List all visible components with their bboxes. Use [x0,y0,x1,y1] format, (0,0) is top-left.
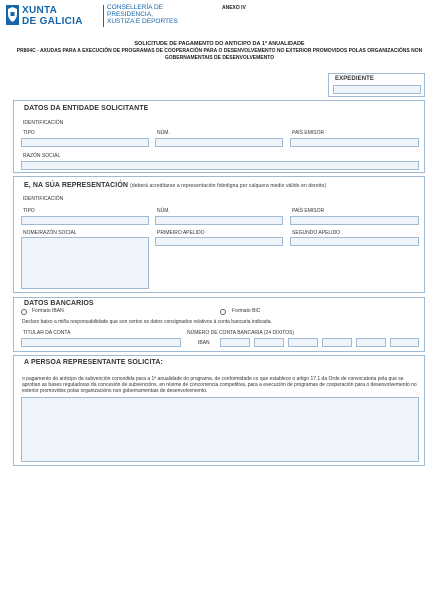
title-line-3: GOBERNAMENTAIS DE DESENVOLVEMENTO [164,55,275,61]
iban-radio[interactable] [21,309,27,315]
representacion-note: (deberá acreditarse a representación fidedigna por calquera medio válido en dereito) [130,183,327,189]
entidade-num-field[interactable] [155,138,283,147]
entidade-tipo-label: TIPO [23,130,35,136]
representacion-pais-label: PAÍS EMISOR [292,208,325,214]
representacion-num-field[interactable] [155,216,283,225]
iban-block-4[interactable] [356,338,386,347]
xunta-logo [6,4,101,28]
titular-label: TITULAR DA CONTA [23,330,71,336]
representacion-nome-label: NOME/RAZÓN SOCIAL [23,230,77,236]
solicita-text: o pagamento do anticipo da subvención concedida para a 1ª anualidade do programa, de conformidade co que establece o artigo 17.1 da Orde de convocatoria pola que se aproban as bases reguladoras da concesión de subvencións, en réxime de concorrencia competitiva, para a execución de programas de cooperación para o desenvolvemento no exterior promovidos polas organizacións non gobernamentais de desenvolvemento. [22,376,417,394]
representacion-apelido1-field[interactable] [155,237,283,246]
entidade-section [13,100,425,173]
representacion-tipo-field[interactable] [21,216,149,225]
form-title [0,41,439,62]
title-line-2: PR804C - AXUDAS PARA A EXECUCIÓN DE PROGRAMAS DE COOPERACIÓN PARA O DESENVOLVEMENTO NO EXTERIOR PROMOVIDOS POLAS ORGANIZACIÓNS NON [16,48,423,54]
entidade-title: DATOS DA ENTIDADE SOLICITANTE [24,105,149,112]
dept-line-3: XUSTIZA E DEPORTES [107,18,178,25]
bic-radio[interactable] [220,309,226,315]
solicita-textarea[interactable] [21,397,419,462]
department-name [107,4,178,25]
title-line-1: SOLICITUDE DE PAGAMENTO DO ANTICIPO DA 1ª ANUALIDADE [134,41,305,47]
solicita-section [13,355,425,466]
iban-radio-label: Formato IBAN [32,308,64,314]
entidade-razon-field[interactable] [21,161,419,170]
dept-line-1: CONSELLERÍA DE [107,4,163,11]
expediente-box [328,73,425,97]
iban-label: IBAN [198,340,210,346]
representacion-tipo-label: TIPO [23,208,35,214]
titular-field[interactable] [21,338,181,347]
solicita-title: A PERSOA REPRESENTANTE SOLICITA: [24,359,163,366]
bancarios-section [13,297,425,352]
iban-block-5[interactable] [390,338,419,347]
representacion-num-label: NÚM. [157,208,170,214]
representacion-nome-field[interactable] [21,237,149,289]
galicia-flag-icon [6,5,19,25]
representacion-pais-field[interactable] [290,216,419,225]
representacion-apelido2-label: SEGUNDO APELIDO [292,230,341,236]
brand-line-1: XUNTA [22,5,58,16]
dept-line-2: PRESIDENCIA, [107,11,153,18]
bancarios-title: DATOS BANCARIOS [24,300,94,307]
expediente-label: EXPEDIENTE [335,76,375,82]
entidade-num-label: NÚM. [157,130,170,136]
representacion-identificacion-label: IDENTIFICACIÓN [23,196,64,202]
brand-line-2: DE GALICIA [22,16,83,27]
expediente-field[interactable] [333,85,421,94]
iban-block-2[interactable] [288,338,318,347]
representacion-section [13,176,425,293]
representacion-apelido1-label: PRIMEIRO APELIDO [157,230,205,236]
annex-label: ANEXO IV [222,5,246,11]
entidade-pais-label: PAÍS EMISOR [292,130,325,136]
representacion-title-text: E, NA SÚA REPRESENTACIÓN [24,182,129,189]
entidade-pais-field[interactable] [290,138,419,147]
bancarios-declaro: Declaro baixo a miña responsabilidade que son certos os datos consignados relativos á conta bancaria indicada. [22,319,272,325]
iban-block-1[interactable] [254,338,284,347]
iban-block-3[interactable] [322,338,352,347]
logo-divider [103,5,104,27]
representacion-title [24,182,326,189]
bic-radio-label: Formato BIC [232,308,261,314]
entidade-razon-label: RAZÓN SOCIAL [23,153,61,159]
representacion-apelido2-field[interactable] [290,237,419,246]
entidade-identificacion-label: IDENTIFICACIÓN [23,120,64,126]
numero-conta-label: NÚMERO DE CONTA BANCARIA (24 DÍXITOS) [187,330,295,336]
iban-field[interactable] [220,338,250,347]
entidade-tipo-field[interactable] [21,138,149,147]
